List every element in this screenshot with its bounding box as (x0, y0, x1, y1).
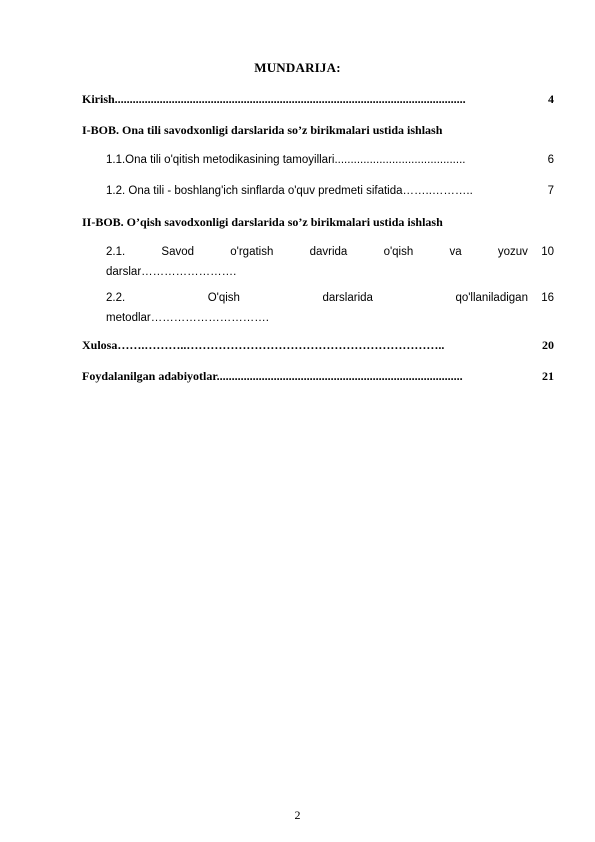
toc-word: Savod (161, 246, 195, 258)
toc-word: darslarida (322, 292, 373, 304)
toc-entry-label: 1.2. Ona tili - boshlang'ich sinflarda o'quv predmeti sifatida……..……….. (106, 185, 473, 197)
toc-entry-label-line2: darslar……………………. (106, 266, 237, 278)
toc-word: 2.2. (106, 292, 126, 304)
toc-page-number: 21 (542, 369, 554, 383)
toc-chapter-1[interactable] (82, 123, 554, 139)
toc-entry-kirish[interactable] (82, 92, 554, 108)
toc-word: qo'llaniladigan (455, 292, 528, 304)
toc-entry-label-line1 (106, 292, 528, 304)
toc-page-number: 16 (541, 292, 554, 304)
toc-entry-2-2[interactable] (82, 292, 554, 328)
page-title: MUNDARIJA: (254, 60, 341, 75)
toc-word: va (449, 246, 462, 258)
toc-page-number: 7 (547, 185, 554, 197)
toc-entry-1-1[interactable] (82, 154, 554, 170)
toc-page-number: 10 (541, 246, 554, 258)
toc-chapter-2[interactable] (82, 215, 554, 231)
toc-word: o'rgatish (230, 246, 274, 258)
toc-page-number: 20 (542, 338, 554, 352)
toc-entry-label: 1.1.Ona tili o'qitish metodikasining tamoyillari......................................... (106, 154, 466, 166)
toc-entry-label: Foydalanilgan adabiyotlar.................................................................................. (82, 369, 463, 383)
toc-word: yozuv (497, 246, 528, 258)
toc-page-number: 6 (547, 154, 554, 166)
toc-word: davrida (309, 246, 348, 258)
toc-entry-label-line1 (106, 246, 528, 258)
toc-chapter-label: II-BOB. O’qish savodxonligi darslarida so’z birikmalari ustida ishlash (82, 215, 443, 229)
toc-word: 2.1. (106, 246, 126, 258)
toc-word: o'qish (383, 246, 414, 258)
toc-word: O'qish (207, 292, 240, 304)
toc-page-number: 4 (548, 92, 554, 106)
page-number: 2 (294, 808, 301, 822)
toc-entry-2-1[interactable] (82, 246, 554, 282)
toc-entry-label: Kirish..................................................................................................................... (82, 92, 466, 106)
toc-entry-adabiyotlar[interactable] (82, 369, 554, 385)
toc-entry-label-line2: metodlar…………………………. (106, 312, 269, 324)
toc-entry-1-2[interactable] (82, 185, 554, 201)
toc-entry-xulosa[interactable] (82, 338, 554, 354)
toc-entry-label: Xulosa…….………..……………………………………………………….. (82, 338, 445, 352)
toc-chapter-label: I-BOB. Ona tili savodxonligi darslarida so’z birikmalari ustida ishlash (82, 123, 443, 137)
